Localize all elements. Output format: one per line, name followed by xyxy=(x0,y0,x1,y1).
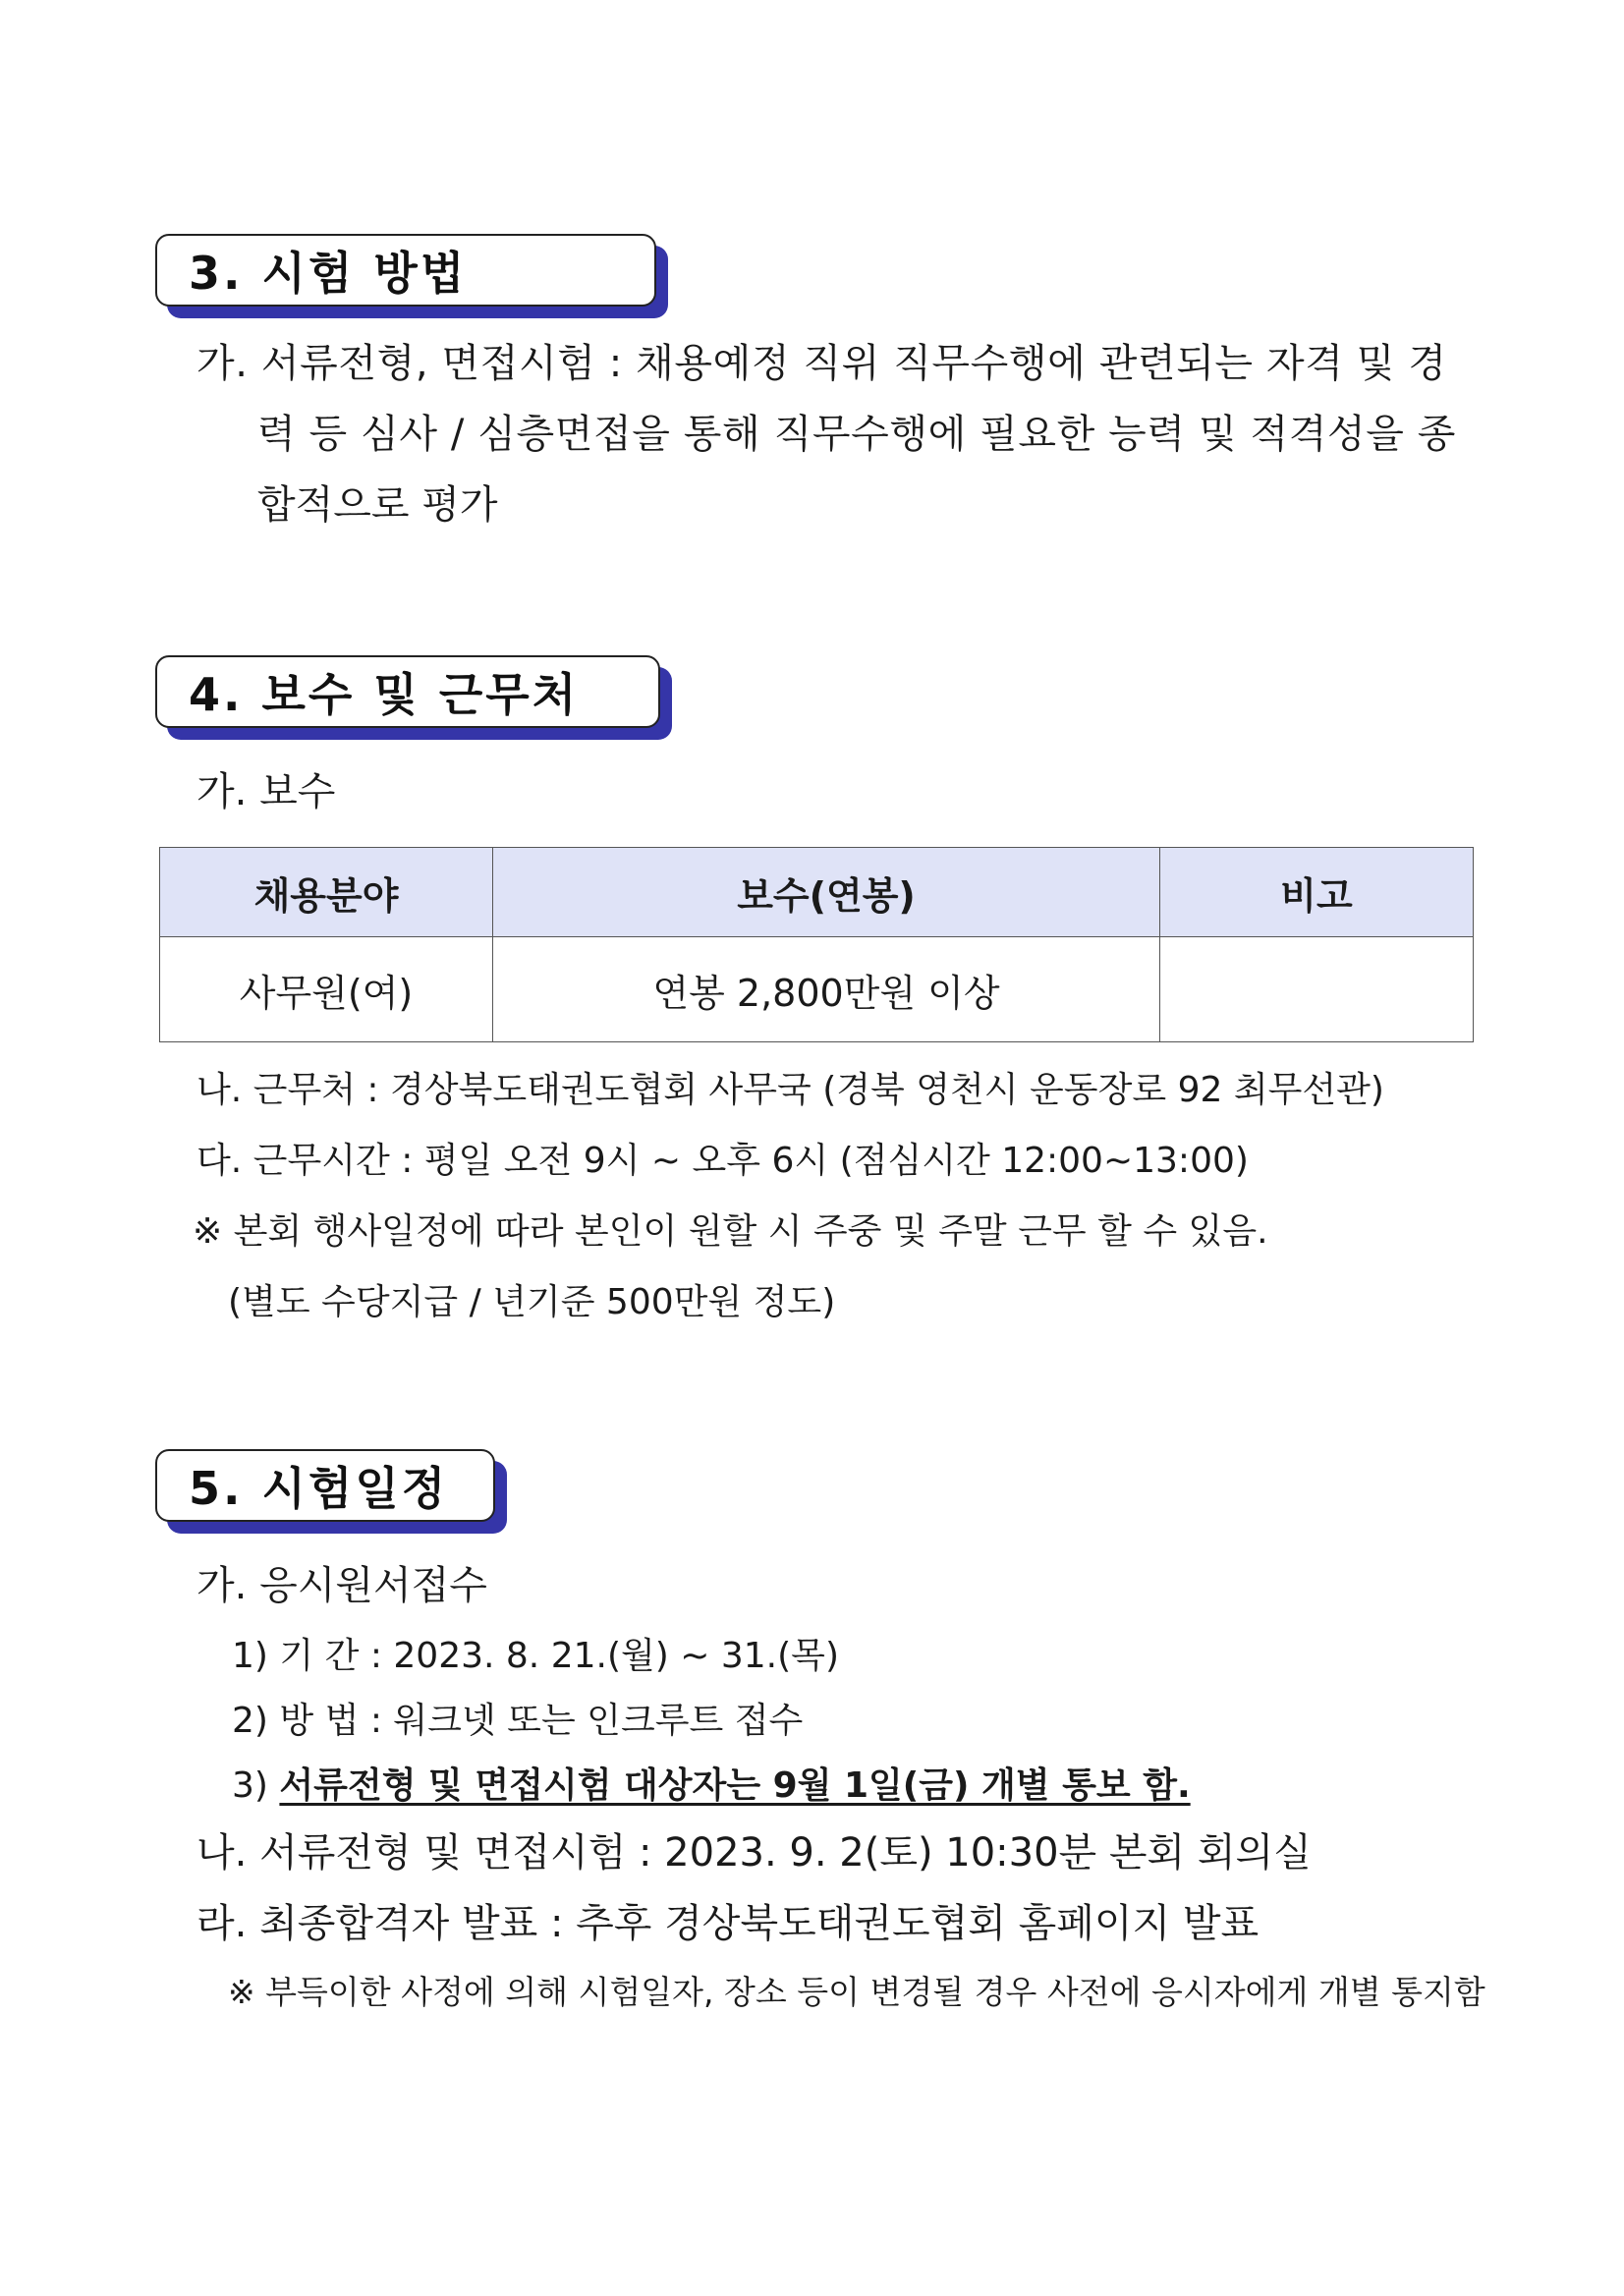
table-row xyxy=(160,937,1474,1042)
application-period: 1) 기 간 : 2023. 8. 21.(월) ~ 31.(목) xyxy=(232,1636,839,1676)
section-3-item-line-1: 가. 서류전형, 면접시험 : 채용예정 직위 직무수행에 관련되는 자격 및 경 xyxy=(196,341,1447,386)
table-header-row xyxy=(160,848,1474,937)
header-pay: 보수(연봉) xyxy=(493,848,1160,937)
section-3-title-box xyxy=(155,234,656,307)
section-5-title-box xyxy=(155,1449,495,1522)
header-remarks: 비고 xyxy=(1160,848,1474,937)
application-method: 2) 방 법 : 워크넷 또는 인크루트 접수 xyxy=(232,1701,804,1741)
section-5-title: 5. 시험일정 xyxy=(155,1449,495,1522)
footnote-line: ※ 부득이한 사정에 의해 시험일자, 장소 등이 변경될 경우 사전에 응시자에게 개별 통지함 xyxy=(228,1973,1485,2011)
exam-line: 나. 서류전형 및 면접시험 : 2023. 9. 2(토) 10:30분 본회 회의실 xyxy=(196,1830,1312,1876)
work-hours-line: 다. 근무시간 : 평일 오전 9시 ~ 오후 6시 (점심시간 12:00~13:00) xyxy=(196,1141,1249,1181)
application-label: 가. 응시원서접수 xyxy=(196,1563,487,1608)
workplace-line: 나. 근무처 : 경상북도태권도협회 사무국 (경북 영천시 운동장로 92 최무선관) xyxy=(196,1070,1384,1110)
cell-remarks xyxy=(1160,937,1474,1042)
section-4-title: 4. 보수 및 근무처 xyxy=(155,655,660,728)
notice-line xyxy=(232,1763,1191,1810)
cell-field: 사무원(여) xyxy=(160,937,493,1042)
pay-label: 가. 보수 xyxy=(196,769,336,814)
section-3-item-line-3: 합적으로 평가 xyxy=(257,482,498,528)
weekend-note-line: ※ 본회 행사일정에 따라 본인이 원할 시 주중 및 주말 근무 할 수 있음. xyxy=(193,1211,1268,1252)
header-field: 채용분야 xyxy=(160,848,493,937)
cell-pay: 연봉 2,800만원 이상 xyxy=(493,937,1160,1042)
pay-table xyxy=(159,847,1474,1042)
section-3-item-line-2: 력 등 심사 / 심층면접을 통해 직무수행에 필요한 능력 및 적격성을 종 xyxy=(257,412,1457,457)
final-announcement-line: 라. 최종합격자 발표 : 추후 경상북도태권도협회 홈페이지 발표 xyxy=(196,1901,1260,1946)
section-4-title-box xyxy=(155,655,660,728)
allowance-note-line: (별도 수당지급 / 년기준 500만원 정도) xyxy=(228,1282,836,1322)
notice-text: 서류전형 및 면접시험 대상자는 9월 1일(금) 개별 통보 함. xyxy=(279,1765,1191,1806)
section-3-title: 3. 시험 방법 xyxy=(155,234,656,307)
notice-prefix: 3) xyxy=(232,1765,280,1806)
